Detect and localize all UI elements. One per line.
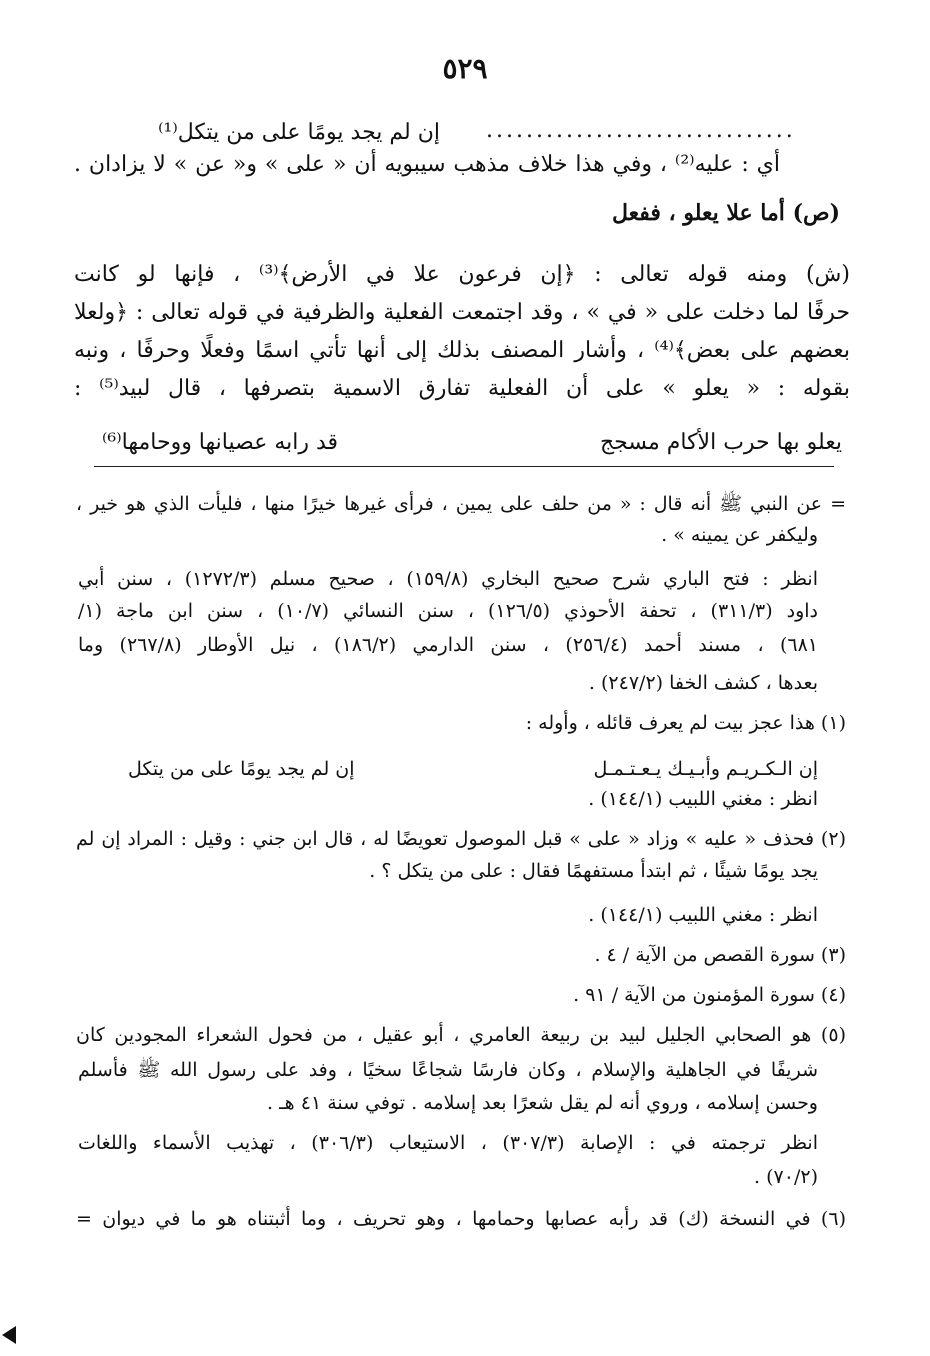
page-corner-mark [2,1326,16,1344]
footnote-5-line-2: شريفًا في الجاهلية والإسلام ، وكان فارسًا شجاعًا سخيًا ، وفد على رسول الله ﷺ فأسلم [78,1059,818,1081]
footnote-1-verse-second: إن لم يجد يومًا على من يتكل [128,758,355,780]
footnote-2-line-1: (٢) فحذف « عليه » وزاد « على » قبل الموصول تعويضًا له ، قال ابن جني : وقيل : المراد إن لم [76,828,846,850]
footnote-3: (٣) سورة القصص من الآية / ٤ . [594,944,846,966]
footnote-reference-line-4: بعدها ، كشف الخفا (٢٤٧/٢) . [588,672,818,694]
footnote-5-reference-line-1: انظر ترجمته في : الإصابة (٣٠٧/٣) ، الاستيعاب (٣٠٦/٣) ، تهذيب الأسماء واللغات [78,1132,818,1154]
verse-fragment: إن لم يجد يومًا على من يتكل⁽¹⁾ [158,120,440,145]
paragraph-line-4: بقوله : « يعلو » على أن الفعلية تفارق الاسمية بتصرفها ، قال لبيد⁽⁵⁾ : [74,376,850,401]
footnote-1-verse [128,758,818,786]
footnote-reference-line-2: داود (٣١١/٣) ، تحفة الأحوذي (١٢٦/٥) ، سنن النسائي (١٠/٧) ، سنن ابن ماجة (١/ [78,600,819,622]
text-line-1: أي : عليه⁽²⁾ ، وفي هذا خلاف مذهب سيبويه أن « على » و« عن » لا يزادان . [74,152,781,177]
footnote-separator [94,466,834,467]
poem-first-hemistich: يعلو بها حرب الأكام مسجج [599,430,842,455]
footnote-2-line-2: يجد يومًا شيئًا ، ثم ابتدأ مستفهمًا فقال : على من يتكل ؟ . [369,860,818,882]
footnote-1-verse-first: إن الـكـريـم وأبـيـك يـعـتـمـل [593,758,818,780]
poem-verse [102,430,842,464]
footnote-4: (٤) سورة المؤمنون من الآية / ٩١ . [573,984,846,1006]
footnote-5-reference-line-2: (٧٠/٢) . [754,1166,818,1188]
paragraph-line-2: حرفًا لما دخلت على « في » ، وقد اجتمعت الفعلية والظرفية في قوله تعالى : ﴿ولعلا [74,300,850,325]
footnote-5-line-1: (٥) هو الصحابي الجليل لبيد بن ربيعة العامري ، أبو عقيل ، من فحول الشعراء المجودين كان [76,1024,846,1046]
footnote-2-reference: انظر : مغني اللبيب (١٤٤/١) . [588,904,818,926]
footnote-reference-line-1: انظر : فتح الباري شرح صحيح البخاري (١٥٩/٨) ، صحيح مسلم (١٢٧٢/٣) ، سنن أبي [78,568,818,590]
footnote-reference-line-3: ٦٨١) ، مسند أحمد (٢٥٦/٤) ، سنن الدارمي (١٨٦/٢) ، نيل الأوطار (٢٦٧/٨) وما [78,634,819,656]
paragraph-line-1: (ش) ومنه قوله تعالى : ﴿إن فرعون علا في الأرض﴾⁽³⁾ ، فإنها لو كانت [74,262,850,287]
paragraph-line-3: بعضهم على بعض﴾⁽⁴⁾ ، وأشار المصنف بذلك إلى أنها تأتي اسمًا وفعلًا وحرفًا ، ونبه [74,338,851,363]
footnote-continuation-line-1: = عن النبي ﷺ أنه قال : « من حلف على يمين ، فرأى غيرها خيرًا منها ، فليأت الذي هو خير ، [76,493,846,515]
verse-ellipsis: ............................... [486,118,796,143]
footnote-5-line-3: وحسن إسلامه ، وروي أنه لم يقل شعرًا بعد إسلامه . توفي سنة ٤١ هـ . [267,1092,818,1114]
page-number: ٥٢٩ [442,52,488,85]
footnote-1-reference: انظر : مغني اللبيب (١٤٤/١) . [588,788,818,810]
footnote-6: (٦) في النسخة (ك) قد رأبه عصابها وحمامها ، وهو تحريف ، وما أثبتناه هو ما في ديوان = [76,1208,846,1230]
poem-second-hemistich: قد رابه عصيانها ووحامها⁽⁶⁾ [102,430,339,455]
section-heading: (ص) أما علا يعلو ، ففعل [612,200,840,226]
footnote-continuation-line-2: وليكفر عن يمينه » . [661,524,818,546]
footnote-1: (١) هذا عجز بيت لم يعرف قائله ، وأوله : [525,712,846,734]
